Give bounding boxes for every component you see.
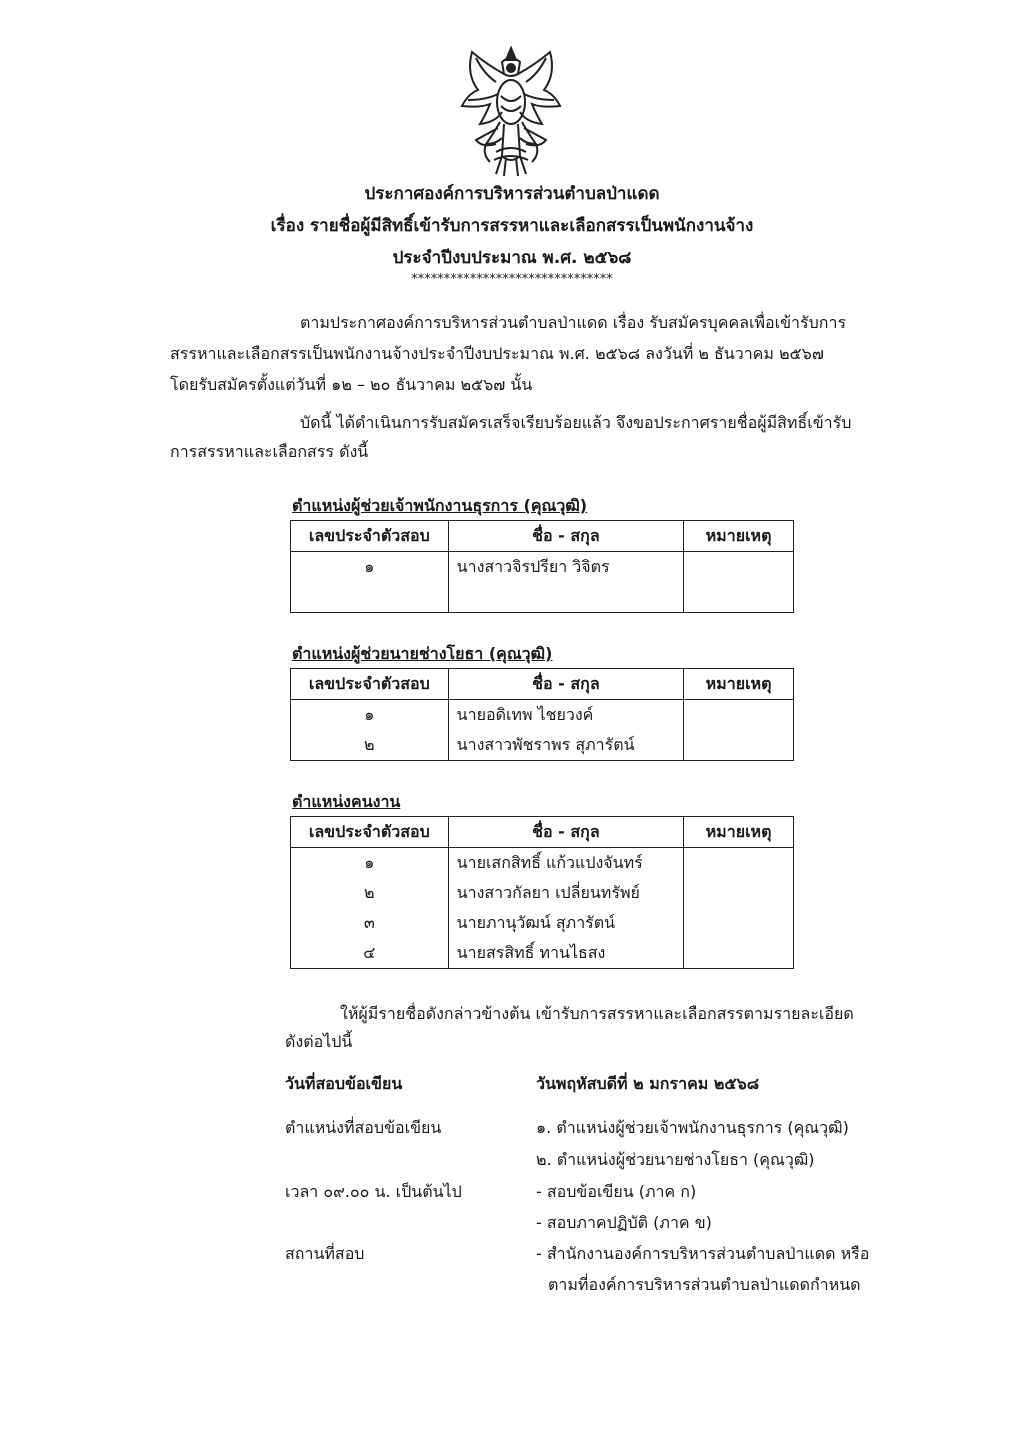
- table-header-row: [291, 817, 794, 848]
- exam-place-2: ตามที่องค์การบริหารส่วนตำบลป่าแดดกำหนด: [548, 1275, 861, 1294]
- outro-line-1: ให้ผู้มีรายชื่อดังกล่าวข้างต้น เข้ารับการสรรหาและเลือกสรรตามรายละเอียด: [340, 1004, 854, 1023]
- name-cell: นายสรสิทธิ์ ทานไธสง: [448, 938, 683, 969]
- table-row: [291, 848, 794, 879]
- header-full-name: ชื่อ - สกุล: [448, 817, 683, 848]
- exam-id-cell: ๓: [291, 908, 449, 938]
- name-cell: นางสาวกัลยา เปลี่ยนทรัพย์: [448, 878, 683, 908]
- remark-cell: [684, 582, 794, 613]
- table-header-row: [291, 521, 794, 552]
- remark-cell: [684, 908, 794, 938]
- remark-cell: [684, 552, 794, 583]
- intro-line-1: ตามประกาศองค์การบริหารส่วนตำบลป่าแดด เรื่อง รับสมัครบุคคลเพื่อเข้ารับการ: [300, 313, 847, 332]
- exam-position-2: ๒. ตำแหน่งผู้ช่วยนายช่างโยธา (คุณวุฒิ): [536, 1150, 815, 1169]
- remark-cell: [684, 878, 794, 908]
- exam-date-label: วันที่สอบข้อเขียน: [285, 1074, 403, 1093]
- exam-part-b: - สอบภาคปฏิบัติ (ภาค ข): [536, 1213, 712, 1232]
- table-row: [291, 552, 794, 583]
- exam-id-cell: ๑: [291, 700, 449, 731]
- section-title-admin-assistant: ตำแหน่งผู้ช่วยเจ้าพนักงานธุรการ (คุณวุฒิ): [292, 496, 588, 515]
- intro-line-3: โดยรับสมัครตั้งแต่วันที่ ๑๒ – ๒๐ ธันวาคม ๒๕๖๗ นั้น: [170, 375, 533, 394]
- exam-position-1: ๑. ตำแหน่งผู้ช่วยเจ้าพนักงานธุรการ (คุณวุฒิ): [536, 1118, 849, 1137]
- table-row: [291, 878, 794, 908]
- exam-part-a: - สอบข้อเขียน (ภาค ก): [536, 1182, 697, 1201]
- table-row: [291, 700, 794, 731]
- header-remark: หมายเหตุ: [684, 817, 794, 848]
- table-row: [291, 938, 794, 969]
- exam-position-label: ตำแหน่งที่สอบข้อเขียน: [285, 1118, 442, 1137]
- exam-id-cell: ๒: [291, 730, 449, 761]
- name-cell: นางสาวพัชราพร สุภารัตน์: [448, 730, 683, 761]
- table-laborer: [290, 816, 794, 969]
- header-remark: หมายเหตุ: [684, 669, 794, 700]
- table-row: [291, 730, 794, 761]
- fiscal-year: ประจำปีงบประมาณ พ.ศ. ๒๕๖๘: [392, 248, 632, 268]
- header-full-name: ชื่อ - สกุล: [448, 669, 683, 700]
- intro-line-4: บัดนี้ ได้ดำเนินการรับสมัครเสร็จเรียบร้อยแล้ว จึงขอประกาศรายชื่อผู้มีสิทธิ์เข้ารับ: [300, 413, 852, 432]
- exam-id-cell: ๔: [291, 938, 449, 969]
- exam-time-label: เวลา ๐๙.๐๐ น. เป็นต้นไป: [285, 1182, 462, 1201]
- intro-line-2: สรรหาและเลือกสรรเป็นพนักงานจ้างประจำปีงบประมาณ พ.ศ. ๒๕๖๘ ลงวันที่ ๒ ธันวาคม ๒๕๖๗: [170, 344, 824, 363]
- divider-stars: *******************************: [411, 272, 613, 287]
- header-exam-id: เลขประจำตัวสอบ: [291, 669, 449, 700]
- name-cell: นายอดิเทพ ไชยวงค์: [448, 700, 683, 731]
- intro-line-5: การสรรหาและเลือกสรร ดังนี้: [170, 442, 369, 461]
- exam-date-value: วันพฤหัสบดีที่ ๒ มกราคม ๒๕๖๘: [536, 1074, 760, 1093]
- table-header-row: [291, 669, 794, 700]
- garuda-emblem: [456, 44, 566, 180]
- table-admin-assistant: [290, 520, 794, 613]
- table-civil-tech-assistant: [290, 668, 794, 761]
- outro-line-2: ดังต่อไปนี้: [285, 1032, 353, 1051]
- exam-place-label: สถานที่สอบ: [285, 1244, 365, 1263]
- name-cell: นายภานุวัฒน์ สุภารัตน์: [448, 908, 683, 938]
- table-row: [291, 582, 794, 613]
- header-exam-id: เลขประจำตัวสอบ: [291, 521, 449, 552]
- remark-cell: [684, 848, 794, 879]
- name-cell: [448, 582, 683, 613]
- header-exam-id: เลขประจำตัวสอบ: [291, 817, 449, 848]
- announcement-title: ประกาศองค์การบริหารส่วนตำบลป่าแดด: [364, 184, 660, 204]
- section-title-civil-tech-assistant: ตำแหน่งผู้ช่วยนายช่างโยธา (คุณวุฒิ): [292, 644, 553, 663]
- table-row: [291, 908, 794, 938]
- remark-cell: [684, 938, 794, 969]
- name-cell: นายเสกสิทธิ์ แก้วแปงจันทร์: [448, 848, 683, 879]
- announcement-subject: เรื่อง รายชื่อผู้มีสิทธิ์เข้ารับการสรรหาและเลือกสรรเป็นพนักงานจ้าง: [270, 216, 754, 236]
- exam-id-cell: ๑: [291, 552, 449, 583]
- exam-id-cell: ๒: [291, 878, 449, 908]
- remark-cell: [684, 700, 794, 731]
- section-title-laborer: ตำแหน่งคนงาน: [292, 792, 401, 811]
- header-remark: หมายเหตุ: [684, 521, 794, 552]
- exam-place-1: - สำนักงานองค์การบริหารส่วนตำบลป่าแดด หรือ: [536, 1244, 870, 1263]
- exam-id-cell: [291, 582, 449, 613]
- name-cell: นางสาวจิรปรียา วิจิตร: [448, 552, 683, 583]
- remark-cell: [684, 730, 794, 761]
- exam-id-cell: ๑: [291, 848, 449, 879]
- header-full-name: ชื่อ - สกุล: [448, 521, 683, 552]
